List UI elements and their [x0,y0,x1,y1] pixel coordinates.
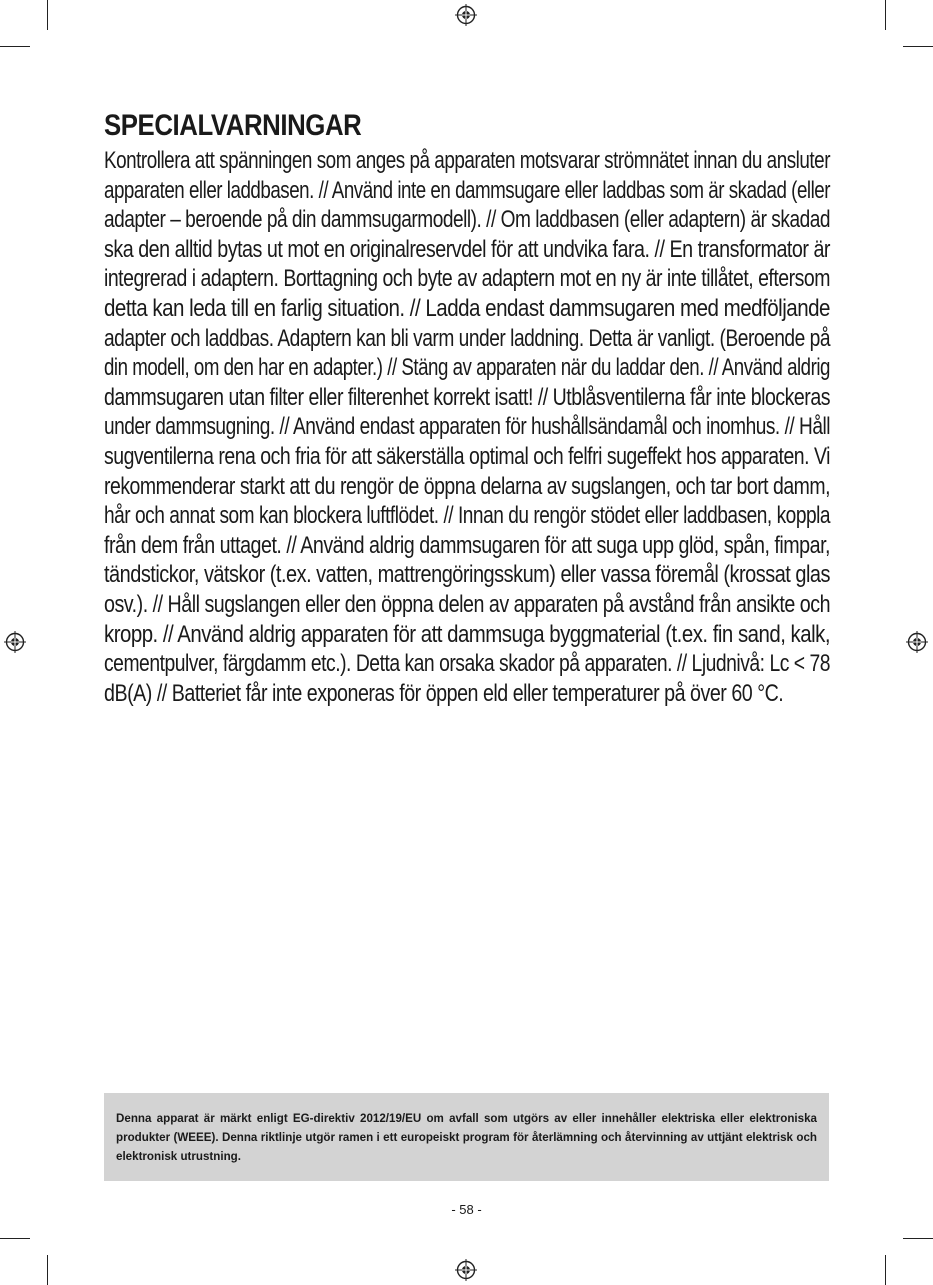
body-text-line: från dem från uttaget. // Använd aldrig dammsugaren för att suga upp glöd, spån, fimpar, [104,531,831,559]
body-text-line: adapter och laddbas. Adaptern kan bli varm under laddning. Detta är vanligt. (Beroende på [104,324,831,352]
body-text-line: tändstickor, vätskor (t.ex. vatten, mattrengöringsskum) eller vassa föremål (krossat glas [104,561,830,589]
body-text-line: rekommenderar starkt att du rengör de öppna delarna av sugslangen, och tar bort damm, [104,472,831,500]
body-text-line: dammsugaren utan filter eller filterenhet korrekt isatt! // Utblåsventilerna får inte blockeras [104,383,830,411]
body-text-line: adapter – beroende på din dammsugarmodell). // Om laddbasen (eller adaptern) är skadad [104,206,830,234]
crop-mark-bottom-right-vertical [885,1255,886,1285]
registration-mark-icon-top [454,3,478,27]
crop-mark-top-left-horizontal [0,46,30,47]
body-text-line: apparaten eller laddbasen. // Använd inte en dammsugare eller laddbas som är skadad (eller [104,176,831,204]
body-text-line: ska den alltid bytas ut mot en originalreservdel för att undvika fara. // En transformator är [104,235,831,263]
page-number: - 58 - [451,1202,482,1217]
crop-mark-top-right-vertical [885,0,886,30]
crop-mark-bottom-left-vertical [47,1255,48,1285]
crop-mark-top-left-vertical [47,0,48,30]
weee-notice-text: Denna apparat är märkt enligt EG-direktiv 2012/19/EU om avfall som utgörs av eller innehåller elektriska eller elektroniska produkter (WEEE). Denna riktlinje utgör ramen i ett europeiskt program för återlämning och återvinning av uttjänt elektrisk och elektronisk utrustning. [116,1112,817,1163]
section-heading: SPECIALVARNINGAR [104,109,362,142]
registration-mark-icon-right [905,630,929,654]
body-text-line: kropp. // Använd aldrig apparaten för att dammsuga byggmaterial (t.ex. fin sand, kalk, [104,620,830,648]
crop-mark-bottom-left-horizontal [0,1238,30,1239]
body-text-line: hår och annat som kan blockera luftflödet. // Innan du rengör stödet eller laddbasen, koppla [104,502,831,530]
crop-mark-bottom-right-horizontal [903,1238,933,1239]
body-text-line: sugventilerna rena och fria för att säkerställa optimal och felfri sugeffekt hos apparaten. Vi [104,442,830,470]
body-text-line: cementpulver, färgdamm etc.). Detta kan orsaka skador på apparaten. // Ljudnivå: Lc < 78 [104,650,830,678]
body-text-line: dB(A) // Batteriet får inte exponeras för öppen eld eller temperaturer på över 60 °C. [104,679,784,707]
body-text-line: integrerad i adaptern. Borttagning och byte av adaptern mot en ny är inte tillåtet, eftersom [104,265,830,293]
registration-mark-icon-bottom [454,1258,478,1282]
crop-mark-top-right-horizontal [903,46,933,47]
body-text-line: detta kan leda till en farlig situation. // Ladda endast dammsugaren med medföljande [104,294,830,322]
body-text-line: under dammsugning. // Använd endast apparaten för hushållsändamål och inomhus. // Håll [104,413,831,441]
body-text-line: din modell, om den har en adapter.) // Stäng av apparaten när du laddar den. // Använd aldrig [104,354,830,382]
weee-notice-box [104,1093,829,1181]
warnings-section [104,108,830,708]
registration-mark-icon-left [3,630,27,654]
warnings-body [104,146,830,708]
body-text-line: Kontrollera att spänningen som anges på apparaten motsvarar strömnätet innan du ansluter [104,147,831,174]
body-text-line: osv.). // Håll sugslangen eller den öppna delen av apparaten på avstånd från ansikte och [104,590,831,618]
